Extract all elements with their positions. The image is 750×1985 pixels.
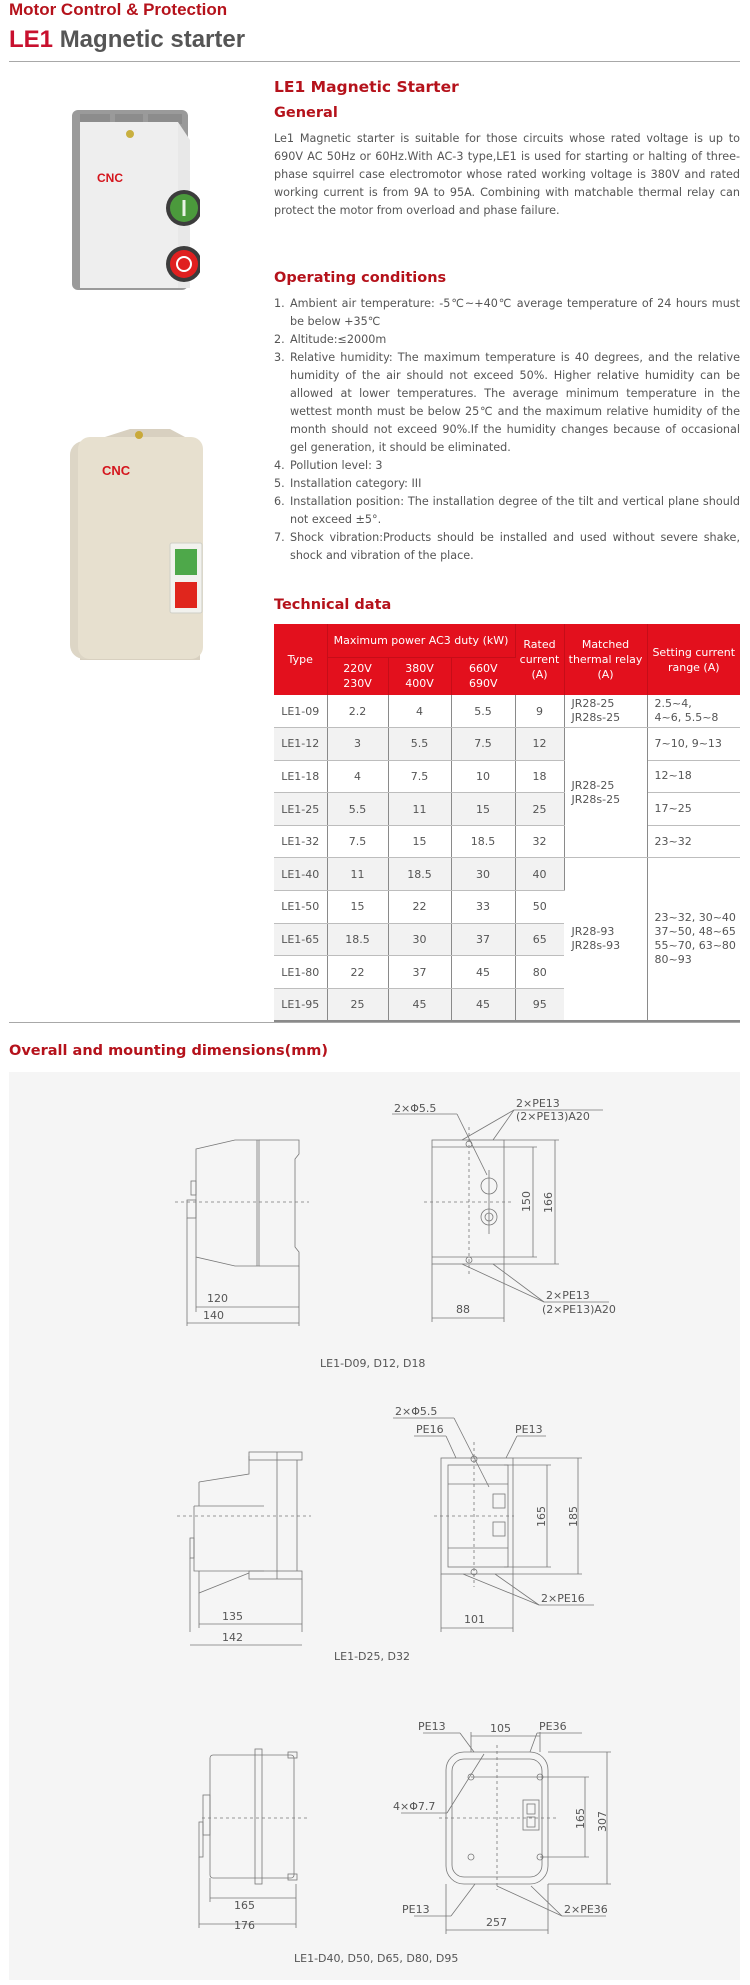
svg-text:PE13: PE13: [418, 1720, 446, 1733]
drawing-caption-d40: LE1-D40, D50, D65, D80, D95: [294, 1952, 459, 1965]
svg-text:165: 165: [535, 1506, 548, 1527]
col-header-660v: 660V 690V: [451, 657, 515, 695]
table-row: LE1-50 15 22 33 50: [274, 891, 740, 924]
svg-text:307: 307: [596, 1811, 609, 1832]
condition-item: 7. Shock vibration:Products should be installed and used without severe shake, shock and vibration of the place.: [274, 531, 740, 562]
svg-text:176: 176: [234, 1919, 255, 1932]
page-title-model: LE1: [9, 26, 54, 53]
condition-item: 5. Installation category: III: [274, 477, 422, 490]
relay-cell: JR28-25 JR28s-25: [564, 728, 647, 858]
brand-logo-large: CNC: [102, 463, 131, 478]
drawing-caption-d25: LE1-D25, D32: [334, 1650, 410, 1663]
technical-data-table: [274, 624, 740, 1022]
col-header-type: Type: [274, 624, 327, 695]
table-row: LE1-18 4 7.5 10 18 12~18: [274, 760, 740, 793]
general-description: Le1 Magnetic starter is suitable for those circuits whose rated voltage is up to 690V AC 50Hz or 60Hz.With AC-3 type,LE1 is used for starting or halting of three-phase squirrel case electromotor whose rated working voltage is 380V and rated working current is from 9A to 95A. Combining with matchable thermal relay can protect the motor from overload and phase failure.: [274, 132, 740, 217]
svg-text:(2×PE13)A20: (2×PE13)A20: [516, 1110, 590, 1123]
col-header-220v: 220V 230V: [327, 657, 388, 695]
svg-text:150: 150: [520, 1191, 533, 1212]
svg-text:142: 142: [222, 1631, 243, 1644]
svg-text:2×PE36: 2×PE36: [564, 1903, 608, 1916]
operating-conditions-heading: Operating conditions: [274, 270, 447, 286]
drawing-d09-d18: [175, 1097, 616, 1326]
operating-conditions-list: [274, 295, 740, 565]
svg-text:88: 88: [456, 1303, 470, 1316]
condition-item: 6. Installation position: The installation degree of the tilt and vertical plane should not exceed ±5°.: [274, 495, 740, 526]
brand-logo: CNC: [97, 171, 123, 185]
svg-text:105: 105: [490, 1722, 511, 1735]
svg-text:PE16: PE16: [416, 1423, 444, 1436]
dimensions-drawings: [9, 1072, 740, 1980]
header-divider: [9, 61, 740, 62]
svg-text:135: 135: [222, 1610, 243, 1623]
condition-item: 2. Altitude:≤2000m: [274, 333, 387, 346]
table-row: LE1-40 11 18.5 30 40 JR28-93 JR28s-93 23~32, 30~40 37~50, 48~65 55~70, 63~80 80~93: [274, 858, 740, 891]
setting-cell: 2.5~4, 4~6, 5.5~8: [647, 695, 740, 728]
svg-text:PE13: PE13: [515, 1423, 543, 1436]
condition-item: 4. Pollution level: 3: [274, 459, 383, 472]
svg-text:257: 257: [486, 1916, 507, 1929]
col-header-380v: 380V 400V: [388, 657, 451, 695]
section-divider: [9, 1022, 740, 1023]
col-header-max-power: Maximum power AC3 duty (kW): [327, 624, 515, 657]
svg-text:185: 185: [567, 1506, 580, 1527]
technical-data-heading: Technical data: [274, 597, 392, 613]
condition-item: 3. Relative humidity: The maximum temperature is 40 degrees, and the relative humidity of the air should not exceed 50%. Higher relative humidity can be allowed at lower temperatures. The average minimum temperature in the wettest month must be below 25℃ and the maximum relative humidity of the month should not exceed 90%.If the humidity changes because of occasional gel generation, it should be eliminated.: [274, 351, 740, 454]
table-row: LE1-32 7.5 15 18.5 32 23~32: [274, 825, 740, 858]
svg-text:140: 140: [203, 1309, 224, 1322]
relay-cell: JR28-25 JR28s-25: [564, 695, 647, 728]
svg-text:2×Φ5.5: 2×Φ5.5: [394, 1102, 437, 1115]
svg-text:101: 101: [464, 1613, 485, 1626]
svg-text:120: 120: [207, 1292, 228, 1305]
relay-cell: JR28-93 JR28s-93: [564, 858, 647, 1021]
svg-text:2×PE13: 2×PE13: [546, 1289, 590, 1302]
table-row: LE1-09 2.2 4 5.5 9 JR28-25 JR28s-25 2.5~4, 4~6, 5.5~8: [274, 695, 740, 728]
svg-text:4×Φ7.7: 4×Φ7.7: [393, 1800, 436, 1813]
svg-text:165: 165: [234, 1899, 255, 1912]
product-image-small: [60, 100, 200, 300]
col-header-setting-range: Setting current range (A): [647, 624, 740, 695]
drawing-d25-d32: [177, 1405, 594, 1645]
svg-text:2×PE16: 2×PE16: [541, 1592, 585, 1605]
table-row: LE1-80 22 37 45 80: [274, 956, 740, 989]
category-title: Motor Control & Protection: [9, 0, 228, 19]
general-heading: General: [274, 105, 338, 121]
setting-cell: 23~32, 30~40 37~50, 48~65 55~70, 63~80 80~93: [647, 858, 740, 1021]
page-title-text: Magnetic starter: [59, 26, 246, 53]
table-row: LE1-25 5.5 11 15 25 17~25: [274, 793, 740, 826]
svg-text:2×Φ5.5: 2×Φ5.5: [395, 1405, 438, 1418]
col-header-thermal-relay: Matched thermal relay (A): [564, 624, 647, 695]
table-row: LE1-12 3 5.5 7.5 12 JR28-25 JR28s-25 7~10, 9~13: [274, 728, 740, 761]
svg-text:PE36: PE36: [539, 1720, 567, 1733]
svg-text:165: 165: [574, 1808, 587, 1829]
table-row: LE1-95 25 45 45 95: [274, 988, 740, 1021]
svg-text:2×PE13: 2×PE13: [516, 1097, 560, 1110]
drawing-d40-d95: [199, 1720, 611, 1934]
product-image-large: [60, 415, 210, 665]
product-title: LE1 Magnetic Starter: [274, 78, 459, 96]
condition-item: 1. Ambient air temperature: -5℃~+40℃ average temperature of 24 hours must be below +35℃: [274, 297, 740, 328]
page-title: [9, 26, 245, 54]
col-header-rated-current: Rated current (A): [515, 624, 564, 695]
table-row: LE1-65 18.5 30 37 65: [274, 923, 740, 956]
drawing-caption-d09: LE1-D09, D12, D18: [320, 1357, 426, 1370]
dimensions-heading: Overall and mounting dimensions(mm): [9, 1043, 329, 1059]
svg-text:(2×PE13)A20: (2×PE13)A20: [542, 1303, 616, 1316]
svg-text:PE13: PE13: [402, 1903, 430, 1916]
svg-text:166: 166: [542, 1192, 555, 1213]
